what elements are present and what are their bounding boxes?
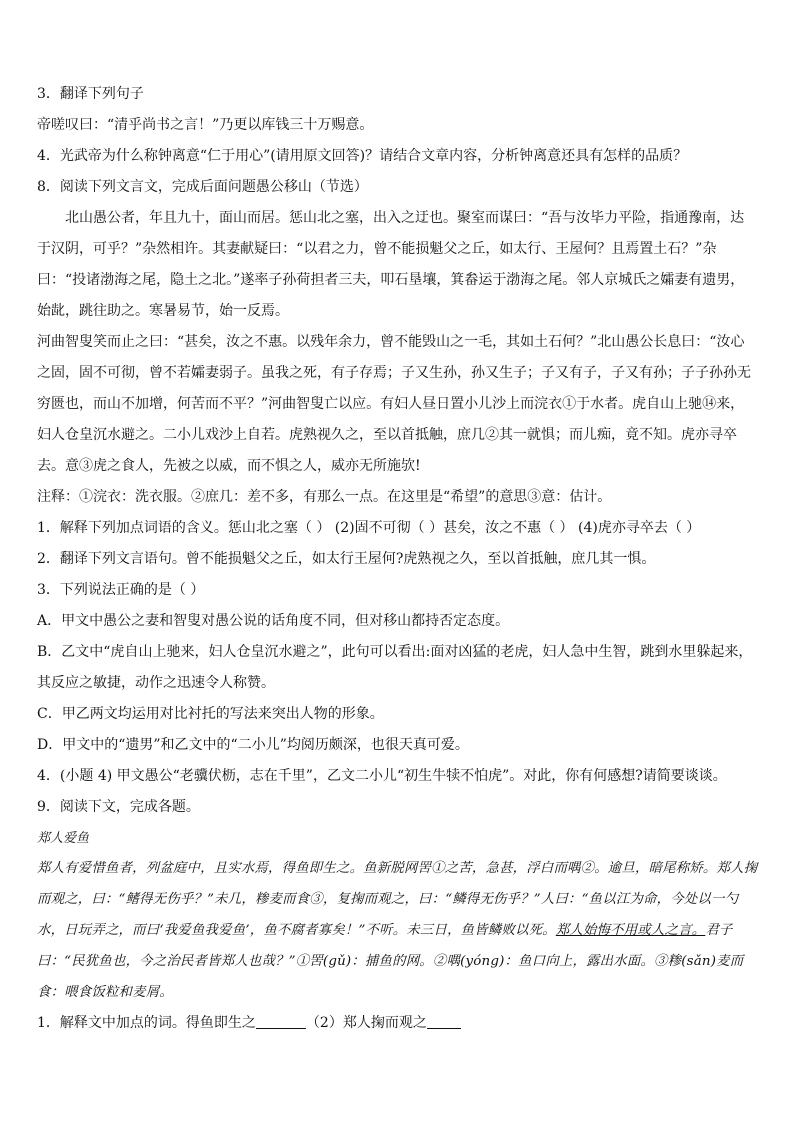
q8-sub-2-translate: 2．翻译下列文言语句。曾不能损魁父之丘，如太行王屋何?虎熟视之久，至以首抵触，庶几其一惧。 [37, 551, 656, 567]
question-8-heading: 8．阅读下列文言文，完成后面问题愚公移山（节选） [37, 179, 368, 195]
passage-zhengren-underlined: 郑人始悔不用或人之言。 [555, 923, 706, 938]
q9-sub-2-prompt: （2）郑人掬而观之 [305, 1015, 427, 1031]
question-9-heading: 9．阅读下文，完成各题。 [37, 799, 200, 815]
passage-zhengren-ending: 君子曰：“民犹鱼也，今之治民者皆郑人也哉？”①罟(gǔ)：捕鱼的网。②喁(yóng)：鱼口向上，露出水面。③糁(sǎn)麦而食：喂食饭粒和麦屑。 [37, 923, 744, 1000]
passage-title-zhengren: 郑人爱鱼 [37, 831, 90, 846]
answer-blank-1[interactable] [256, 1014, 306, 1029]
answer-blank-2[interactable] [427, 1014, 461, 1029]
passage-zhengren-body: 郑人有爱惜鱼者，列盆庭中，且实水焉，得鱼即生之。鱼新脱网罟①之苦，急甚，浮白而喁②。逾旦，暗尾称矫。郑人掬而观之，曰：“鳍得无伤乎？”未几，糁麦而食③，复掬而观之，曰：“鳞得无伤乎？”人曰：“鱼以江为命，今处以一勺水，日玩弄之，而曰‘我爱鱼我爱鱼’，鱼不腐者寡矣！”不听。未三日，鱼皆鳞败以死。 [37, 861, 758, 938]
q8-sub-4-thoughts: 4．(小题 4) 甲文愚公“老骥伏枥，志在千里”，乙文二小儿“初生牛犊不怕虎”。对此，你有何感想?请简要谈谈。 [37, 768, 727, 784]
question-4-guangwu: 4．光武帝为什么称钟离意“仁于用心”(请用原文回答)？请结合文章内容，分析钟离意还具有怎样的品质？ [37, 148, 688, 164]
passage-yugong-para-2: 河曲智叟笑而止之曰：“甚矣，汝之不惠。以残年余力，曾不能毁山之一毛，其如土石何？”北山愚公长息曰：“汝心之固，固不可彻，曾不若孀妻弱子。虽我之死，有子存焉；子又生孙，孙又生子；子又有子，子又有孙；子子孙孙无穷匮也，而山不加增，何苦而不平？”河曲智叟亡以应。有妇人昼日置小儿沙上而浣衣①于水者。虎自山上驰⑭来，妇人仓皇沉水避之。二小儿戏沙上自若。虎熟视久之，至以首抵触，庶几②其一就惧；而儿痴，竟不知。虎亦寻卒去。意③虎之食人，先被之以威，而不惧之人，威亦无所施欤! [37, 334, 751, 474]
passage-yugong-para-1: 北山愚公者，年且九十，面山而居。惩山北之塞，出入之迂也。聚室而谋曰：“吾与汝毕力平险，指通豫南，达于汉阴，可乎？”杂然相许。其妻献疑曰：“以君之力，曾不能损魁父之丘，如太行、王屋何？且焉置土石？”杂曰：“投诸渤海之尾，隐土之北。”遂率子孙荷担者三夫，叩石垦壤，箕畚运于渤海之尾。邻人京城氏之孀妻有遗男，始龀，跳往助之。寒暑易节，始一反焉。 [37, 210, 745, 319]
option-c: C．甲乙两文均运用对比衬托的写法来突出人物的形象。 [37, 706, 384, 722]
question-3-translate: 3．翻译下列句子 [37, 86, 144, 102]
q8-sub-1-explain-words: 1．解释下列加点词语的含义。惩山北之塞（ ） (2)固不可彻（ ）甚矣，汝之不惠（ ） (4)虎亦寻卒去（ ） [37, 520, 701, 536]
q9-sub-1-explain [37, 1008, 758, 1039]
q8-sub-3-choice: 3．下列说法正确的是（ ） [37, 582, 205, 598]
passage-notes: 注释：①浣衣：洗衣服。②庶几：差不多，有那么一点。在这里是“希望”的意思③意：估计。 [37, 489, 612, 505]
q9-sub-1-prompt: 1．解释文中加点的词。得鱼即生之 [37, 1015, 256, 1031]
sentence-to-translate: 帝嗟叹曰：“清乎尚书之言！”乃更以库钱三十万赐意。 [37, 117, 374, 133]
passage-zhengren [37, 853, 758, 1008]
option-a: A．甲文中愚公之妻和智叟对愚公说的话角度不同，但对移山都持否定态度。 [37, 613, 510, 629]
option-d: D．甲文中的“遗男”和乙文中的“二小儿”均阅历颇深，也很天真可爱。 [37, 737, 469, 753]
option-b: B．乙文中“虎自山上驰来，妇人仓皇沉水避之”，此句可以看出:面对凶猛的老虎，妇人急中生智，跳到水里躲起来，其反应之敏捷，动作之迅速令人称赞。 [37, 644, 753, 691]
